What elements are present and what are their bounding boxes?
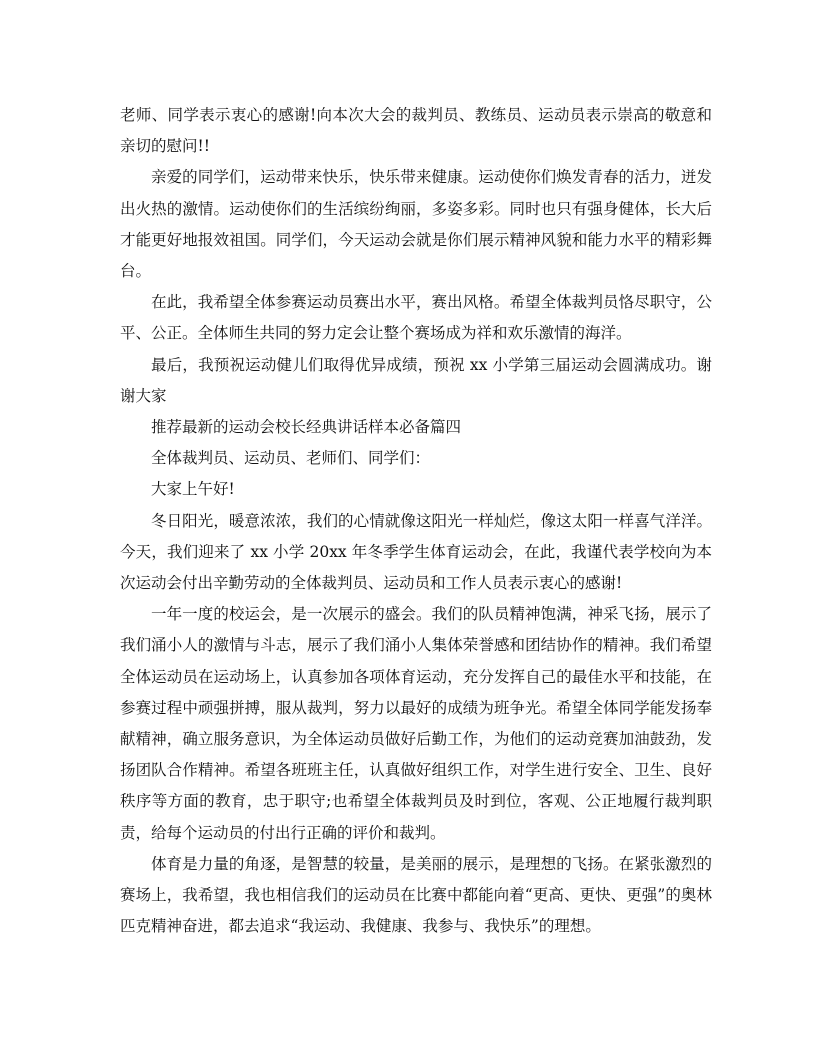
salutation: 全体裁判员、运动员、老师们、同学们： xyxy=(151,449,431,468)
section-heading: 推荐最新的运动会校长经典讲话样本必备篇四 xyxy=(151,418,462,437)
paragraph-hope-athletes: 在此，我希望全体参赛运动员赛出水平，赛出风格。希望全体裁判员恪尽职守，公平、公正。全体师生共同的努力定会让整个赛场成为祥和欢乐激情的海洋。 xyxy=(120,293,712,343)
paragraph-annual-meet: 一年一度的校运会，是一次展示的盛会。我们的队员精神饱满，神采飞扬，展示了我们涌小人的激情与斗志，展示了我们涌小人集体荣誉感和团结协作的精神。我们希望全体运动员在运动场上，认真参加各项体育运动，充分发挥自己的最佳水平和技能，在参赛过程中顽强拼搏，服从裁判，努力以最好的成绩为班争光。希望全体同学能发扬奉献精神，确立服务意识，为全体运动员做好后勤工作，为他们的运动竞赛加油鼓劲，发扬团队合作精神。希望各班班主任，认真做好组织工作，对学生进行安全、卫生、良好秩序等方面的教育，忠于职守;也希望全体裁判员及时到位，客观、公正地履行裁判职责，给每个运动员的付出行正确的评价和裁判。 xyxy=(120,605,712,842)
paragraph-olympic-spirit: 体育是力量的角逐，是智慧的较量，是美丽的展示，是理想的飞扬。在紧张激烈的赛场上，我希望，我也相信我们的运动员在比赛中都能向着“更高、更快、更强”的奥林匹克精神奋进，都去追求“我运动、我健康、我参与、我快乐”的理想。 xyxy=(120,854,712,936)
document-body xyxy=(120,100,712,942)
greeting: 大家上午好! xyxy=(151,480,235,499)
paragraph-winter-sun: 冬日阳光，暖意浓浓，我们的心情就像这阳光一样灿烂，像这太阳一样喜气洋洋。今天，我们迎来了 xx 小学 20xx 年冬季学生体育运动会，在此，我谨代表学校向为本次运动会付出辛勤劳动的全体裁判员、运动员和工作人员表示衷心的感谢! xyxy=(120,511,712,593)
paragraph-continuation: 老师、同学表示衷心的感谢!向本次大会的裁判员、教练员、运动员表示崇高的敬意和亲切的慰问!! xyxy=(120,106,712,156)
paragraph-sports-joy: 亲爱的同学们，运动带来快乐，快乐带来健康。运动使你们焕发青春的活力，迸发出火热的激情。运动使你们的生活缤纷绚丽，多姿多彩。同时也只有强身健体，长大后才能更好地报效祖国。同学们，今天运动会就是你们展示精神风貌和能力水平的精彩舞台。 xyxy=(120,168,712,281)
paragraph-closing-wishes: 最后，我预祝运动健儿们取得优异成绩，预祝 xx 小学第三届运动会圆满成功。谢谢大家 xyxy=(120,355,712,405)
